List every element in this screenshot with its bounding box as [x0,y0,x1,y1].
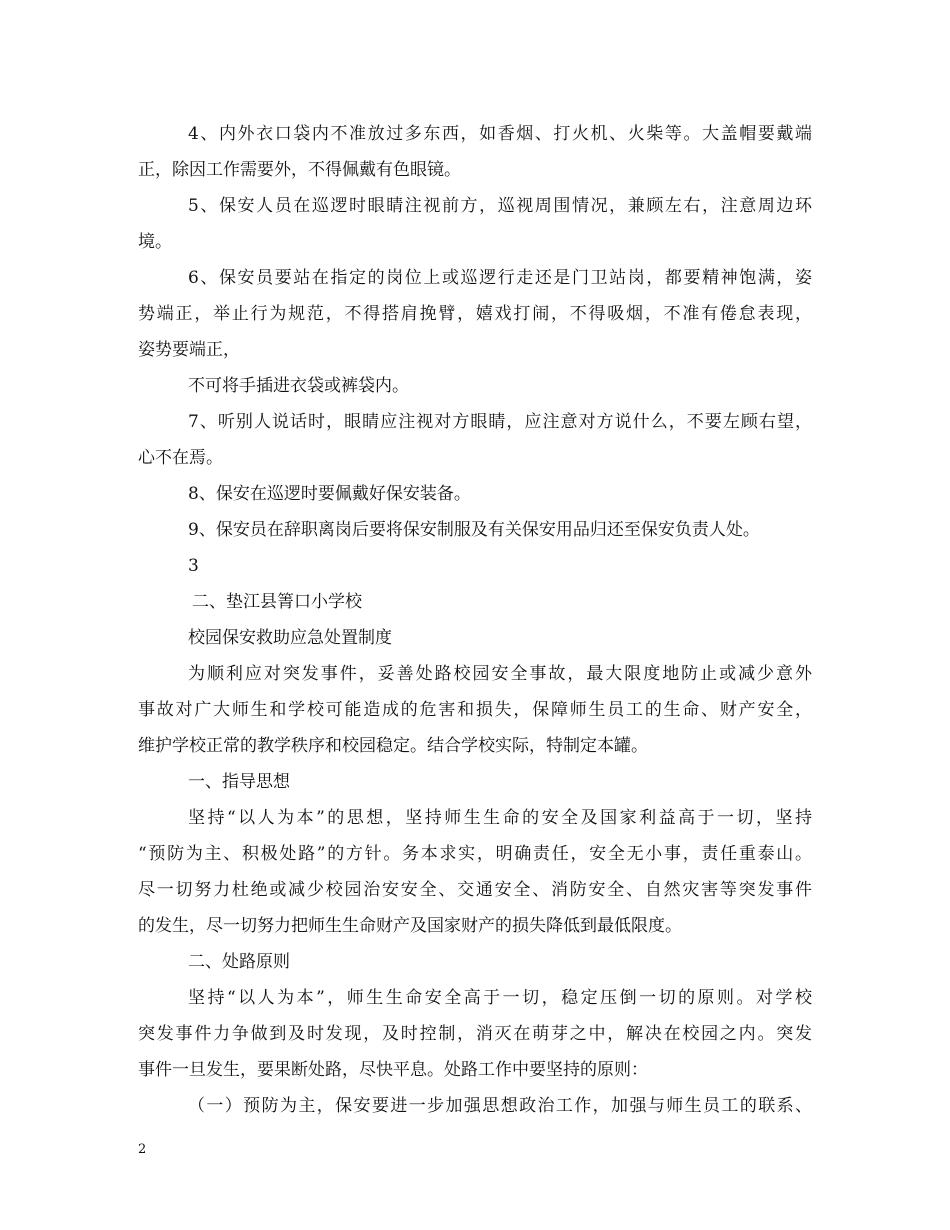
section-heading: 一、指导思想 [188,772,290,792]
text-line: 4、内外衣口袋内不准放过多东西，如香烟、打火机、火柴等。大盖帽要戴端 [188,124,812,144]
document-title: 校园保安救助应急处置制度 [188,628,392,648]
text-line: 事件一旦发生，要果断处路，尽快平息。处路工作中要坚持的原则： [138,1060,648,1080]
text-line: （一）预防为主，保安要进一步加强思想政治工作，加强与师生员工的联系、 [188,1096,812,1116]
text-line: 的发生，尽一切努力把师生生命财产及国家财产的损失降低到最低限度。 [138,916,682,936]
text-line: 心不在焉。 [138,448,223,468]
text-line: 7、听别人说话时，眼睛应注视对方眼睛，应注意对方说什么，不要左顾右望， [188,412,812,432]
text-line: “预防为主、积极处路”的方针。务本求实，明确责任，安全无小事，责任重泰山。 [138,844,812,864]
text-line: 尽一切努力杜绝或减少校园治安安全、交通安全、消防安全、自然灾害等突发事件 [138,880,812,900]
page-marker: 3 [188,556,199,576]
text-line: 正，除因工作需要外，不得佩戴有色眼镜。 [138,160,461,180]
text-line: 6、保安员要站在指定的岗位上或巡逻行走还是门卫站岗，都要精神饱满，姿 [188,268,812,288]
text-line: 事故对广大师生和学校可能造成的危害和损失，保障师生员工的生命、财产安全， [138,700,812,720]
section-heading: 二、垫江县箐口小学校 [192,592,362,612]
text-line: 姿势要端正， [138,340,240,360]
text-line: 势端正，举止行为规范，不得搭肩挽臂，嬉戏打闹，不得吸烟，不准有倦怠表现， [138,304,812,324]
text-line: 境。 [138,232,172,252]
section-heading: 二、处路原则 [188,952,290,972]
text-line: 8、保安在巡逻时要佩戴好保安装备。 [188,484,471,504]
text-line: 维护学校正常的教学秩序和校园稳定。结合学校实际，特制定本罐。 [138,736,648,756]
text-line: 5、保安人员在巡逻时眼睛注视前方，巡视周围情况，兼顾左右，注意周边环 [188,196,812,216]
text-line: 不可将手插进衣袋或裤袋内。 [188,376,409,396]
page-number: 2 [138,1142,147,1157]
text-line: 为顺利应对突发事件，妥善处路校园安全事故，最大限度地防止或减少意外 [188,664,812,684]
text-line: 9、保安员在辞职离岗后要将保安制服及有关保安用品归还至保安负责人处。 [188,520,760,540]
text-line: 突发事件力争做到及时发现，及时控制，消灭在萌芽之中，解决在校园之内。突发 [138,1024,812,1044]
text-line: 坚持“以人为本”，师生生命安全高于一切，稳定压倒一切的原则。对学校 [188,988,812,1008]
text-line: 坚持“以人为本”的思想，坚持师生生命的安全及国家利益高于一切，坚持 [188,808,812,828]
